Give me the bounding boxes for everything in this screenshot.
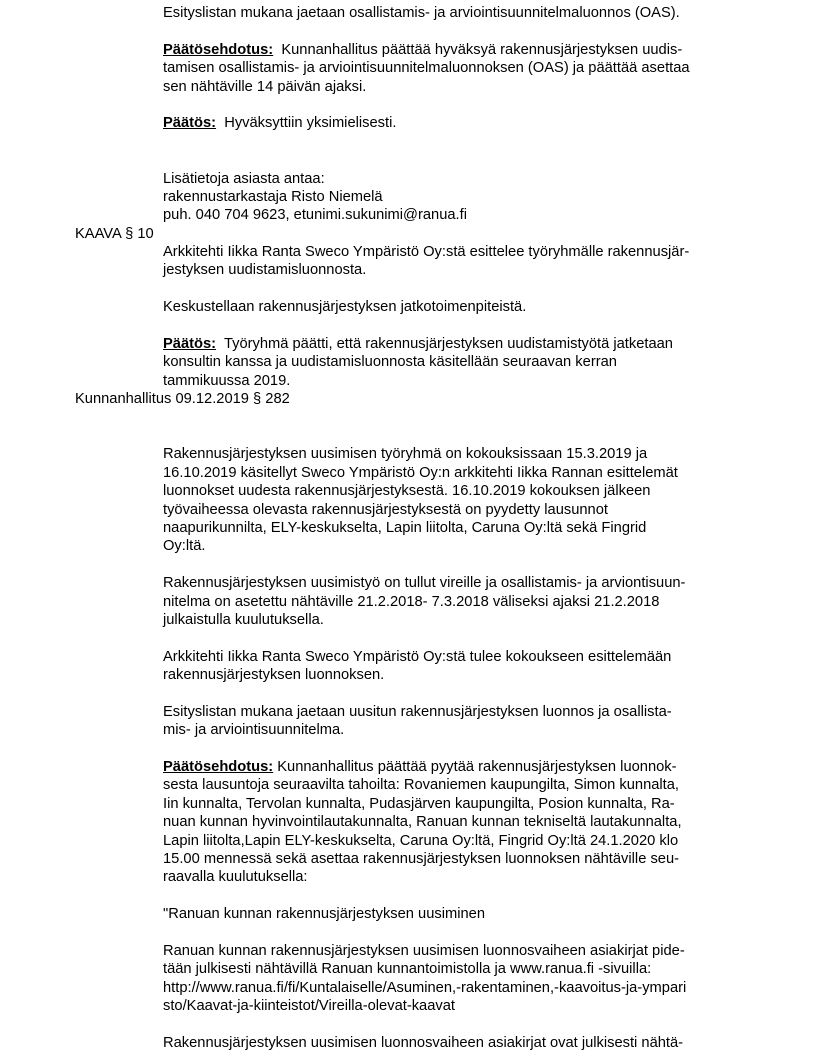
heading-kunnanhallitus-282 bbox=[75, 390, 816, 408]
text-line: Esityslistan mukana jaetaan uusitun rakennusjärjestyksen luonnos ja osallista- bbox=[163, 703, 672, 720]
para-uusimistyo-vireille bbox=[163, 574, 816, 629]
text-line: Ranuan kunnan rakennusjärjestyksen uusimisen luonnosvaiheen asiakirjat pide- bbox=[163, 942, 685, 959]
decision-label: Päätösehdotus: bbox=[163, 41, 274, 58]
text-line: 16.10.2019 käsitellyt Sweco Ympäristö Oy:n arkkitehti Iikka Rannan esittelemät bbox=[163, 464, 678, 481]
text-line bbox=[163, 41, 816, 59]
text-line: työvaiheessa olevasta rakennusjärjestyksestä on pyydetty lausunnot bbox=[163, 501, 608, 518]
heading-kaava-10 bbox=[75, 225, 816, 243]
text-line: julkaistulla kuulutuksella. bbox=[163, 611, 324, 628]
text-line: puh. 040 704 9623, etunimi.sukunimi@ranua.fi bbox=[163, 207, 467, 224]
text-line: raavalla kuulutuksella: bbox=[163, 869, 308, 886]
para-esityslista-oas bbox=[163, 4, 816, 22]
text-line: Arkkitehti Iikka Ranta Sweco Ympäristö Oy:stä tulee kokoukseen esittelemään bbox=[163, 648, 672, 665]
text-run: Kunnanhallitus päättää pyytää rakennusjärjestyksen luonnok- bbox=[273, 759, 677, 776]
text-line: Lisätietoja asiasta antaa: bbox=[163, 170, 325, 187]
text-run: Kunnanhallitus päättää hyväksyä rakennusjärjestyksen uudis- bbox=[273, 41, 683, 58]
text-line: luonnokset uudesta rakennusjärjestyksestä. 16.10.2019 kokouksen jälkeen bbox=[163, 483, 651, 500]
para-paatos-tyoryhma bbox=[163, 335, 816, 390]
text-line: Rakennusjärjestyksen uusimisen työryhmä on kokouksissaan 15.3.2019 ja bbox=[163, 446, 648, 463]
text-line: mis- ja arviointisuunnitelma. bbox=[163, 722, 345, 739]
para-arkkitehti-tulee bbox=[163, 648, 816, 685]
text-line: tammikuussa 2019. bbox=[163, 372, 291, 389]
decision-label: Päätös: bbox=[163, 115, 217, 132]
decision-label: Päätös: bbox=[163, 336, 217, 353]
text-line: Esityslistan mukana jaetaan osallistamis- ja arviointisuunnitelmaluonnos (OAS). bbox=[163, 5, 680, 21]
text-line: tamisen osallistamis- ja arviointisuunnitelmaluonnoksen (OAS) ja päättää asettaa bbox=[163, 60, 690, 77]
text-line: konsultin kanssa ja uudistamisluonnosta käsitellään seuraavan kerran bbox=[163, 354, 617, 371]
text-line: Oy:ltä. bbox=[163, 538, 206, 555]
text-line: rakennusjärjestyksen luonnoksen. bbox=[163, 667, 385, 684]
para-esityslista-luonnos bbox=[163, 703, 816, 740]
para-keskustellaan bbox=[163, 298, 816, 316]
para-asiakirjat-nahtavilla bbox=[163, 1034, 816, 1052]
para-arkkitehti-esittelee bbox=[163, 243, 816, 280]
para-paatosehdotus-lausunnot bbox=[163, 758, 816, 887]
text-line: Lapin liitolta,Lapin ELY-keskukselta, Caruna Oy:ltä, Fingrid Oy:ltä 24.1.2020 klo bbox=[163, 832, 679, 849]
text-line bbox=[163, 758, 816, 776]
text-line: Rakennusjärjestyksen uusimisen luonnosvaiheen asiakirjat ovat julkisesti nähtä- bbox=[163, 1034, 684, 1051]
text-line: sesta lausuntoja seuraavilta tahoilta: Rovaniemen kaupungilta, Simon kunnalta, bbox=[163, 777, 680, 794]
para-paatosehdotus-oas bbox=[163, 41, 816, 96]
text-line: Arkkitehti Iikka Ranta Sweco Ympäristö Oy:stä esittelee työryhmälle rakennusjär- bbox=[163, 244, 690, 261]
text-line: Rakennusjärjestyksen uusimistyö on tullut vireille ja osallistamis- ja arviontisuun- bbox=[163, 575, 686, 592]
text-line: jestyksen uudistamisluonnosta. bbox=[163, 262, 367, 279]
text-line: sto/Kaavat-ja-kiinteistot/Vireilla-olevat-kaavat bbox=[163, 998, 455, 1015]
text-line: nitelma on asetettu nähtäville 21.2.2018- 7.3.2018 väliseksi ajaksi 21.2.2018 bbox=[163, 593, 660, 610]
text-line: KAAVA § 10 bbox=[75, 225, 154, 242]
text-line: nuan kunnan hyvinvointilautakunnalta, Ranuan kunnan tekniseltä lautakunnalta, bbox=[163, 814, 682, 831]
text-line: tään julkisesti nähtävillä Ranuan kunnantoimistolla ja www.ranua.fi -sivuilla: bbox=[163, 961, 652, 978]
text-line: rakennustarkastaja Risto Niemelä bbox=[163, 188, 383, 205]
text-line: Iin kunnalta, Tervolan kunnalta, Pudasjärven kaupungilta, Posion kunnalta, Ra- bbox=[163, 795, 675, 812]
decision-label: Päätösehdotus: bbox=[163, 759, 274, 776]
text-line: naapurikunnilta, ELY-keskukselta, Lapin liitolta, Caruna Oy:ltä sekä Fingrid bbox=[163, 519, 647, 536]
para-paatos-hyvaksyttiin bbox=[163, 114, 816, 132]
para-kuulutus-otsikko bbox=[163, 905, 816, 923]
para-nahtavilla-sivuilla bbox=[163, 942, 816, 1016]
text-line: Keskustellaan rakennusjärjestyksen jatkotoimenpiteistä. bbox=[163, 299, 527, 316]
text-run: Hyväksyttiin yksimielisesti. bbox=[216, 115, 397, 132]
text-line: 15.00 mennessä sekä asettaa rakennusjärjestyksen luonnoksen nähtäville seu- bbox=[163, 851, 680, 867]
para-lisatiedot bbox=[163, 170, 816, 225]
text-line: "Ranuan kunnan rakennusjärjestyksen uusiminen bbox=[163, 906, 486, 923]
text-line bbox=[163, 114, 816, 132]
text-line bbox=[163, 335, 816, 353]
text-line: sen nähtäville 14 päivän ajaksi. bbox=[163, 78, 367, 95]
text-run: Työryhmä päätti, että rakennusjärjestyksen uudistamistyötä jatketaan bbox=[216, 336, 673, 353]
para-tyoryhma-kokoukset bbox=[163, 445, 816, 555]
text-line: Kunnanhallitus 09.12.2019 § 282 bbox=[75, 391, 290, 408]
text-line: http://www.ranua.fi/fi/Kuntalaiselle/Asuminen,-rakentaminen,-kaavoitus-ja-ympari bbox=[163, 979, 687, 996]
